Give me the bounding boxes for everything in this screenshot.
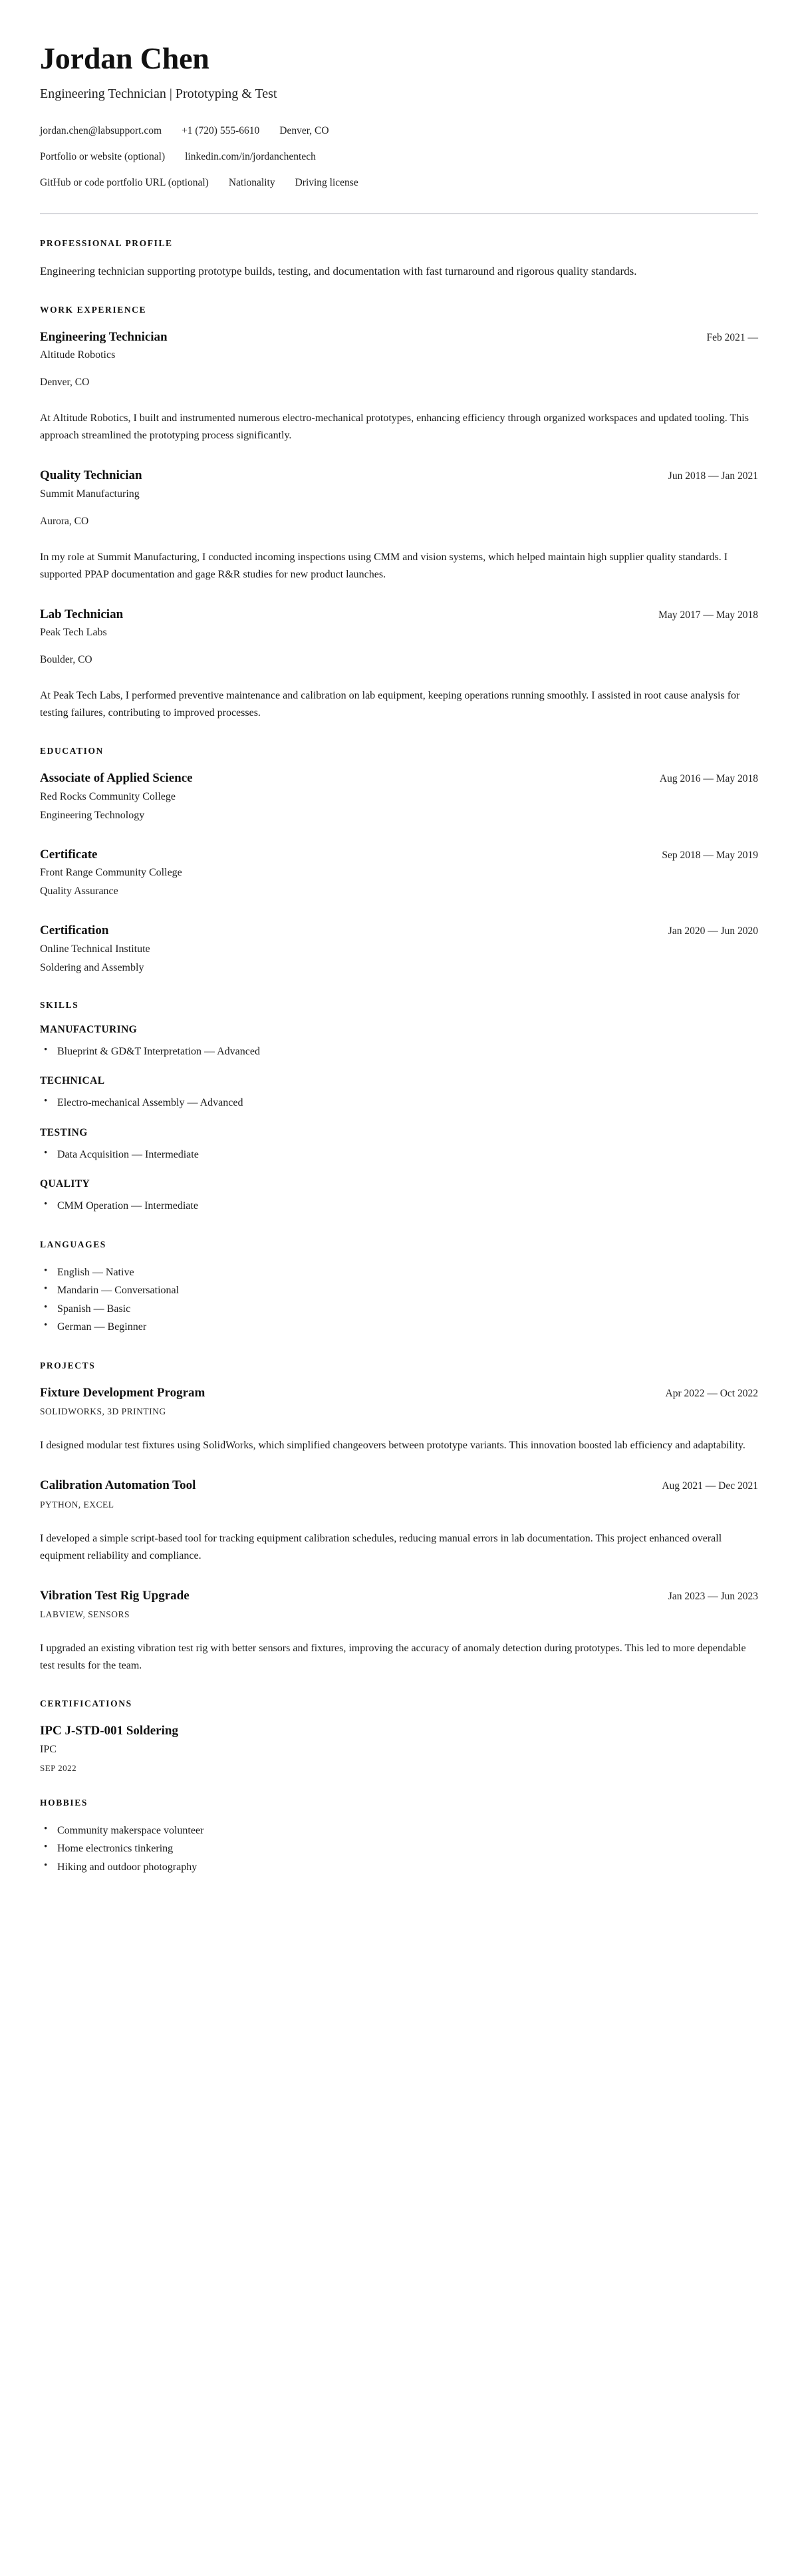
section-title-hobbies: HOBBIES (40, 1797, 88, 1808)
skill-group (40, 1024, 758, 1061)
section-title-certifications: CERTIFICATIONS (40, 1698, 132, 1709)
skill-group (40, 1075, 758, 1112)
contact-github-placeholder[interactable]: GitHub or code portfolio URL (optional) (40, 177, 209, 189)
work-role: Lab Technician (40, 607, 124, 621)
education-date: Jan 2020 — Jun 2020 (668, 925, 758, 937)
work-entry-header (40, 606, 758, 623)
project-date: Jan 2023 — Jun 2023 (668, 1590, 758, 1602)
section-education (40, 746, 758, 975)
work-description: At Peak Tech Labs, I performed preventive maintenance and calibration on lab equipment, keeping operations running smoothly. I assisted in root cause analysis for testing failures, contributing to improved processes. (40, 690, 740, 719)
work-entry (40, 606, 758, 723)
work-company: Altitude Robotics (40, 349, 116, 361)
work-entry (40, 329, 758, 445)
section-title-profile: PROFESSIONAL PROFILE (40, 238, 173, 249)
contact-row-primary (40, 123, 758, 138)
skill-list (40, 1094, 758, 1112)
education-entry-header (40, 846, 758, 864)
certification-entry (40, 1722, 758, 1773)
candidate-headline: Engineering Technician | Prototyping & Test (40, 86, 277, 101)
contact-location: Denver, CO (279, 124, 329, 136)
education-entry-header (40, 922, 758, 939)
section-work-experience (40, 305, 758, 723)
section-languages (40, 1239, 758, 1337)
education-school: Red Rocks Community College (40, 790, 176, 802)
work-entry (40, 467, 758, 583)
section-certifications (40, 1698, 758, 1773)
section-hobbies (40, 1798, 758, 1877)
candidate-name: Jordan Chen (40, 41, 209, 75)
work-entry-header (40, 467, 758, 484)
project-entry (40, 1477, 758, 1564)
hobby-item: • Hiking and outdoor photography (40, 1858, 758, 1877)
skill-list (40, 1197, 758, 1215)
skill-group (40, 1178, 758, 1215)
work-location: Denver, CO (40, 377, 90, 389)
certification-issuer: IPC (40, 1743, 57, 1755)
contact-portfolio-placeholder[interactable]: Portfolio or website (optional) (40, 150, 166, 162)
language-item: • English — Native (40, 1263, 758, 1282)
skill-group (40, 1127, 758, 1164)
education-entry (40, 846, 758, 899)
work-entry-header (40, 329, 758, 346)
skill-list (40, 1146, 758, 1164)
education-entry-header (40, 770, 758, 787)
skill-item: • Electro-mechanical Assembly — Advanced (40, 1094, 758, 1112)
education-field: Quality Assurance (40, 886, 118, 897)
project-tags: SOLIDWORKS, 3D PRINTING (40, 1406, 166, 1417)
education-date: Sep 2018 — May 2019 (662, 849, 758, 861)
project-tags: PYTHON, EXCEL (40, 1499, 114, 1510)
work-role: Engineering Technician (40, 329, 168, 344)
work-date: May 2017 — May 2018 (658, 609, 758, 621)
work-company: Peak Tech Labs (40, 627, 107, 639)
project-entry (40, 1587, 758, 1675)
skill-group-title: MANUFACTURING (40, 1023, 138, 1035)
work-location: Boulder, CO (40, 654, 92, 666)
project-entry-header (40, 1587, 758, 1605)
project-description: I developed a simple script-based tool for tracking equipment calibration schedules, reducing manual errors in lab documentation. This project enhanced overall equipment reliability and compliance. (40, 1532, 722, 1561)
section-title-skills: SKILLS (40, 999, 79, 1010)
section-professional-profile (40, 238, 758, 281)
skill-group-title: QUALITY (40, 1178, 90, 1190)
skill-item: • Blueprint & GD&T Interpretation — Advanced (40, 1043, 758, 1061)
education-degree: Associate of Applied Science (40, 771, 193, 786)
language-list (40, 1263, 758, 1337)
work-role: Quality Technician (40, 468, 142, 483)
education-entry (40, 922, 758, 975)
contact-row-optional (40, 175, 758, 190)
work-date: Jun 2018 — Jan 2021 (668, 470, 758, 482)
section-projects (40, 1361, 758, 1675)
work-description: At Altitude Robotics, I built and instrumented numerous electro-mechanical prototypes, enhancing efficiency through organized workspaces and updated tooling. This approach streamlined the prototyping process significantly. (40, 412, 749, 442)
hobby-list (40, 1822, 758, 1877)
education-field: Engineering Technology (40, 809, 145, 821)
contact-email[interactable]: jordan.chen@labsupport.com (40, 124, 162, 136)
project-description: I designed modular test fixtures using SolidWorks, which simplified changeovers between prototype variants. This innovation boosted lab efficiency and adaptability. (40, 1440, 745, 1452)
work-location: Aurora, CO (40, 515, 89, 527)
education-degree: Certification (40, 923, 109, 938)
section-skills (40, 1000, 758, 1215)
education-school: Online Technical Institute (40, 943, 150, 955)
education-degree: Certificate (40, 847, 98, 862)
resume-header (40, 41, 758, 214)
skill-group-title: TESTING (40, 1126, 88, 1138)
certification-entry-header (40, 1722, 758, 1740)
hobby-item: • Community makerspace volunteer (40, 1822, 758, 1840)
profile-summary-text: Engineering technician supporting prototype builds, testing, and documentation with fast turnaround and rigorous quality standards. (40, 265, 637, 278)
project-name: Vibration Test Rig Upgrade (40, 1588, 190, 1603)
project-entry-header (40, 1384, 758, 1402)
education-field: Soldering and Assembly (40, 961, 144, 973)
header-divider (40, 213, 758, 214)
project-tags: LABVIEW, SENSORS (40, 1609, 130, 1620)
work-description: In my role at Summit Manufacturing, I conducted incoming inspections using CMM and vision systems, which helped maintain high supplier quality standards. I supported PPAP documentation and gage R&R studies for new product launches. (40, 551, 728, 580)
work-company: Summit Manufacturing (40, 488, 140, 500)
project-name: Fixture Development Program (40, 1385, 205, 1400)
certification-name: IPC J-STD-001 Soldering (40, 1724, 178, 1738)
contact-phone[interactable]: +1 (720) 555-6610 (182, 124, 260, 136)
contact-driving-license-placeholder[interactable]: Driving license (295, 177, 358, 189)
project-date: Aug 2021 — Dec 2021 (662, 1480, 758, 1492)
education-date: Aug 2016 — May 2018 (659, 773, 758, 785)
project-date: Apr 2022 — Oct 2022 (665, 1387, 758, 1399)
language-item: • Mandarin — Conversational (40, 1281, 758, 1300)
skill-list (40, 1043, 758, 1061)
skill-item: • CMM Operation — Intermediate (40, 1197, 758, 1215)
contact-nationality-placeholder[interactable]: Nationality (228, 177, 275, 189)
language-item: • German — Beginner (40, 1318, 758, 1337)
project-description: I upgraded an existing vibration test rig with better sensors and fixtures, improving the accuracy of anomaly detection during prototypes. This led to more dependable test results for the team. (40, 1643, 746, 1672)
contact-row-links (40, 149, 758, 164)
project-name: Calibration Automation Tool (40, 1478, 196, 1493)
section-title-languages: LANGUAGES (40, 1239, 106, 1249)
hobby-item: • Home electronics tinkering (40, 1840, 758, 1858)
skill-item: • Data Acquisition — Intermediate (40, 1146, 758, 1164)
skill-group-title: TECHNICAL (40, 1075, 105, 1087)
education-school: Front Range Community College (40, 867, 182, 879)
project-entry (40, 1384, 758, 1455)
section-title-projects: PROJECTS (40, 1360, 96, 1370)
education-entry (40, 770, 758, 823)
project-entry-header (40, 1477, 758, 1494)
contact-linkedin[interactable]: linkedin.com/in/jordanchentech (185, 150, 316, 162)
work-date: Feb 2021 — (706, 331, 758, 343)
section-title-work: WORK EXPERIENCE (40, 304, 147, 315)
section-title-education: EDUCATION (40, 746, 104, 756)
language-item: • Spanish — Basic (40, 1300, 758, 1319)
certification-date: SEP 2022 (40, 1762, 77, 1773)
